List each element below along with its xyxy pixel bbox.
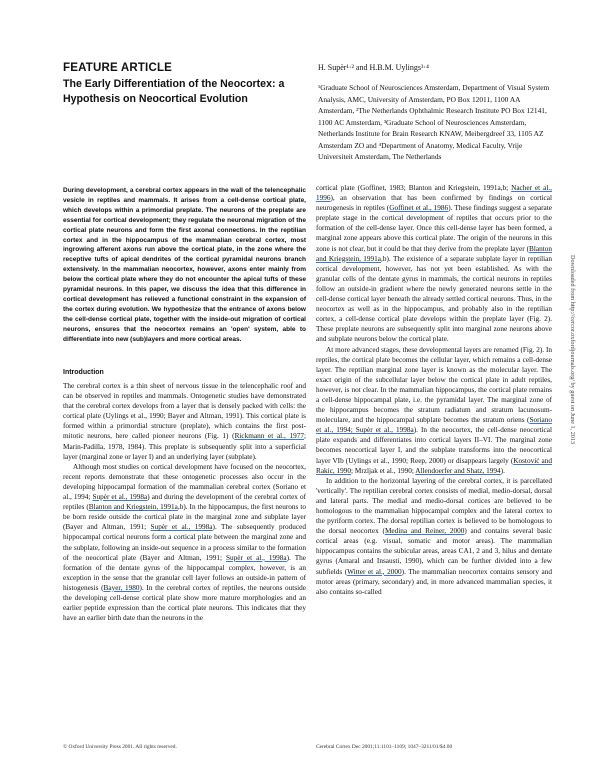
citation-link[interactable]: Allendoerfer and Shatz, 1994 [415,466,501,475]
text-run: ). In the cerebral cortex of reptiles, the neurons outside the developing cell-dense cortical plate show more mature morphologies and an earlier peptide expression than the cortical plate neurons. This indicates that they have an earlier birth date than the neurons in the [63,583,306,623]
text-run: ,b). In the hippocampus, the first neurons to be born reside outside the cortical plate in the marginal zone and subplate layer (Bayer and Altman, 1991; [63,503,306,532]
body-column-right [316,183,552,597]
citation-link[interactable]: Goffinet et al., 1986 [389,204,449,213]
download-note[interactable]: Downloaded from http://cercor.oxfordjournals.org/ by guest on June 1, 2013 [569,255,576,445]
citation-link[interactable]: Bayer, 1980 [103,583,140,592]
abstract: During development, a cerebral cortex appears in the wall of the telencephalic vesicle in reptiles and mammals. It arises from a cell-dense cortical plate, which develops within a primordial preplate. The neurons of the preplate are essential for cortical development; they regulate the neuronal migration of the cortical plate neurons and form the first axonal connections. In the reptilian cortex and in the hippocampus of the mammalian cerebral cortex, most ingrowing afferent axons run above the cortical plate, in the zone where the receptive tufts of apical dendrites of the cortical pyramidal neurons branch extensively. In the mammalian neocortex, however, axons enter mainly from below the cortical plate where they do not encounter the apical tufts of these pyramidal neurons. In this paper, we discuss the idea that this difference in cortical development has relieved a functional constraint in the expansion of the cortex during evolution. We hypothesize that the entrance of axons below the cell-dense cortical plate, together with the inside-out migration of cortical neurons, ensures that the neocortex remains an 'open' system, able to differentiate into new (sub)layers and more cortical areas. [63,187,306,343]
text-run: Although most studies on cortical development have focused on the neocortex, recent reports demonstrate that these ontogenetic processes also occur in the developing hippocampal formation of the mammalian cerebral cortex (Soriano et al., 1994; [63,462,306,502]
citation-link[interactable]: Soriano et al., 1994; Supèr et al., 1998a [316,416,552,435]
citation-link[interactable]: Blanton and Kriegstein, 1991a [88,503,178,512]
text-run: ). The formation of the dentate gyrus of the hippocampal complex, however, is an exception in the sense that the granular cell layer follows an outside-in pattern of histogenesis ( [63,553,306,592]
text-run: ). The mammalian neocortex contains sensory and motor areas (primary, secondary) and, in more advanced mammalian species, it also contains so-called [316,567,552,596]
text-run: ). [500,466,505,475]
text-run: The cerebral cortex is a thin sheet of nervous tissue in the telencephalic roof and can be observed in reptiles and mammals. Ontogenetic studies have demonstrated that the cerebral cortex develops from a layer that is densely packed with cells: the cortical plate (Uylings et al., 1990; Bayer and Altman, 1991). This cortical plate is formed within a primordial structure (preplate), which contains the first post-mitotic neurons, here called pioneer neurons (Fig. 1) ( [63,382,306,441]
paragraph [316,476,552,597]
body-column-left [63,381,306,623]
article-title: The Early Differentiation of the Neocortex: a Hypothesis on Neocortical Evolution [63,78,285,105]
citation-link[interactable]: Witter et al., 2000 [347,567,402,576]
paragraph [316,183,552,345]
paragraph [63,462,306,624]
text-run: ; Marin-Padilla, 1978, 1984). This preplate is subsequently split into a superficial layer (marginal zone or layer I) and an underlying layer (subplate). [63,432,307,461]
affiliations: ¹Graduate School of Neurosciences Amsterdam, Department of Visual System Analysis, AMC, University of Amsterdam, PO Box 12011, 1100 AA Amsterdam, ²The Netherlands Ophthalmic Research Institute PO Box 12141, 1100 AC Amsterdam, ³Graduate School of Neurosciences Amsterdam, Netherlands Institute for Brain Research KNAW, Meibergdreef 33, 1105 AZ Amsterdam ZO and ⁴Department of Anatomy, Medical Faculty, Vrije Universiteit Amsterdam, The Netherlands [318,83,550,161]
authors: H. Supèr¹·² and H.B.M. Uylings³·⁴ [318,63,429,72]
download-watermark [566,255,578,515]
text-run: ,b). The existence of a separate subplate layer in reptilian cortical development, however, has not yet been established. As with the granular cells of the dentate gyrus in mammals, the cortical neurons in reptiles follow an outside-in gradient where the newly generated neurons settle in the cell-dense cortical layer beneath the already settled cortical neurons. Thus, in the neocortex as well as in the hippocampus, and probably also in the reptilian cortex, a cell-dense cortical plate develops within the preplate layer (Fig. 2). These preplate neurons are subsequently split into marginal zone neurons above and subplate neurons below the cortical plate. [316,254,552,344]
section-heading-introduction: Introduction [63,369,104,376]
text-run: At more advanced stages, these developmental layers are renamed (Fig. 2). In reptiles, the cortical plate becomes the cellular layer, which remains a cell-dense layer. The reptilian marginal zone layer is known as the molecular layer. The exact origin of the subcellular layer below the cortical plate in adult reptiles, however, is not clear. In the mammalian hippocampus, the cortical plate remains a cell-dense hippocampal plate, i.e. the pyramidal layer. The marginal zone of the hippocampus becomes the stratum radiatum and stratum lacunosum-moleculare, and the hippocampal subplate becomes the stratum oriens ( [316,345,552,425]
text-run: In addition to the horizontal layering of the cerebral cortex, it is parcellated 'vertically'. The reptilian cerebral cortex consists of medial, medio-dorsal, dorsal and lateral parts. The medial and medio-dorsal cortices are believed to be homologous to the mammalian hippocampal complex and the lateral cortex to the pyriform cortex. The dorsal reptilian cortex is believed to be homologous to the dorsal neocortex ( [316,476,552,536]
paragraph [316,345,552,476]
paragraph [63,381,306,462]
text-run: ). The subsequently produced hippocampal cortical neurons form a cortical plate between the marginal zone and the subplate, following an inside-out sequence in a process similar to the formation of the neocortical plate (Bayer and Altman, 1991; [63,523,306,562]
text-run: cortical plate (Goffinet, 1983; Blanton and Kriegstein, 1991a,b; [316,184,512,192]
citation-link[interactable]: Medina and Reiner, 2000 [384,527,465,536]
text-run: ) and during the development of the cerebral cortex of reptiles ( [63,493,306,512]
citation-link[interactable]: Supèr et al., 1998a [92,493,148,502]
citation-link[interactable]: Nacher et al., 1996 [316,184,552,203]
article-type: FEATURE ARTICLE [63,62,173,74]
text-run: ). In the neocortex, the cell-dense neocortical plate expands and differentiates into cortical layers II–VI. The marginal zone becomes neocortical layer I, and the subplate transforms into the neocortical layer VIb (Uylings et al., 1990; Reep, 2000) or disappears largely ( [316,426,553,465]
citation-link[interactable]: Rickmann et al., 1977 [234,432,304,441]
citation-link[interactable]: Supèr et al., 1998a [150,523,213,532]
text-run: ) and contains several basic cortical areas (e.g. visual, somatic and motor areas). The mammalian hippocampus contains the subicular areas, areas CA1, 2 and 3, hilus and dentate gyrus (Amaral and Insausti, 1990), which can be further divided into a few subfields ( [316,527,552,576]
citation-link[interactable]: Kostović and Rakic, 1990 [316,456,552,475]
text-run: ). These findings suggest a separate preplate stage in the cortical development of reptiles that occurs prior to the formation of the cell-dense layer. Once this cell-dense layer has been formed, a marginal zone appears above this cortical plate. The origin of the neurons in this zone is not clear, but it could be that they derive from the preplate layer ( [316,204,552,253]
text-run: ), an observation that has been confirmed by findings on cortical neurogenesis in reptiles ( [316,194,552,213]
text-run: ; Mrzljak et al., 1990; [351,466,416,475]
citation-link[interactable]: Blanton and Kriegstein, 1991a [316,244,552,263]
journal-footer: Cerebral Cortex Dec 2001;11:1101–1109; 1047–3211/01/$4.00 [316,744,453,750]
citation-link[interactable]: Supèr et al., 1998a [225,553,287,562]
copyright-footer: © Oxford University Press 2001. All rights reserved. [63,744,177,750]
